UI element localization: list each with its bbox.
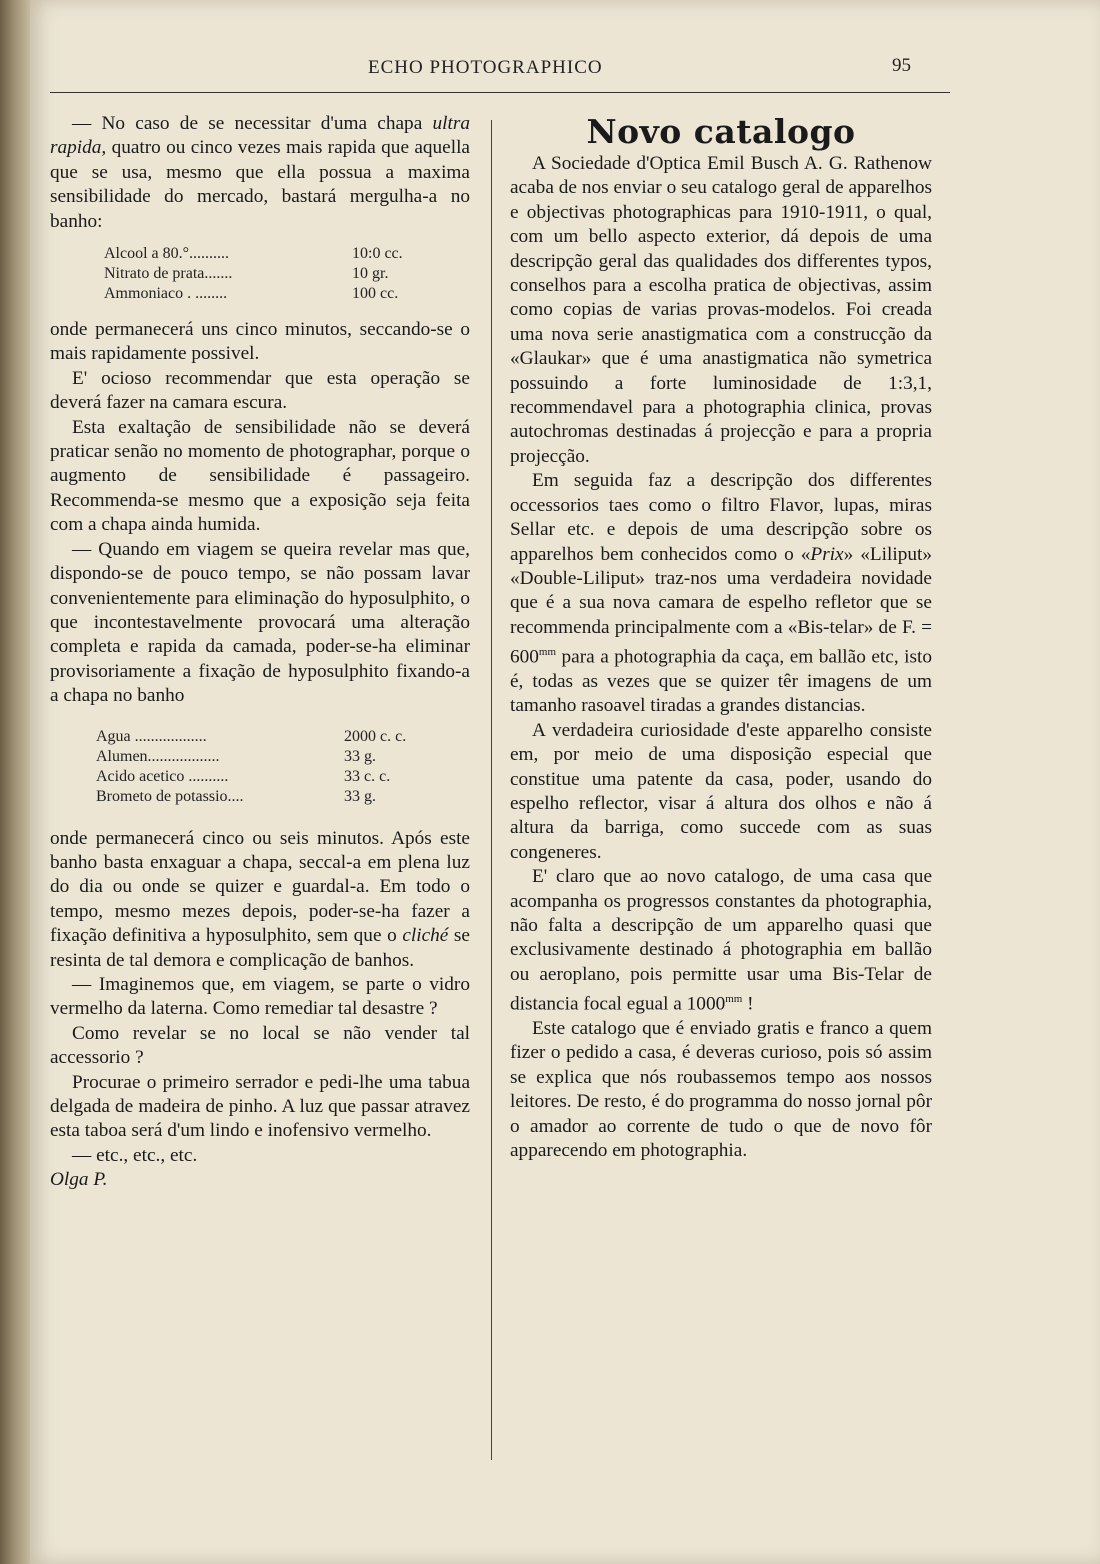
paragraph-catalog-intro: A Sociedade d'Optica Emil Busch A. G. Rathenow acaba de nos enviar o seu catalogo geral de apparelhos e objectivas photographicas para 1910-1911, o qual, com um bello aspecto exterior, dá depois de uma descripção geral das qualidades dos differentes typos, conselhos para a escolha pratica de objectivas, assim como copias de varias provas-modelos. Foi creada uma nova serie anastigmatica com a construcção da «Glaukar» que é uma anastigmatica não symetrica possuindo a forte luminosidade de 1:3,1, recommendavel para a photographia clinica, provas autochromas destinadas á projecção e para a propria projecção. <box>510 153 932 467</box>
paragraph-balloon: E' claro que ao novo catalogo, de uma casa que acompanha os progressos constantes da photographia, não falta a descripção de um apparelho quasi que exclusivamente destinado á photographia em ballão ou aeroplano, pois permitte usar uma Bis-Telar de distancia focal egual a $1000^{mm}$ ! <box>510 866 932 1015</box>
recipe-row: Brometo de potassio.... 33 g. <box>96 787 376 805</box>
paragraph-drying: onde permanecerá uns cinco minutos, seccando-se o mais rapidamente possivel. <box>50 319 470 365</box>
recipe-row: Ammoniaco . ........ 100 cc. <box>104 285 399 303</box>
emphasis-prix: Prix <box>810 543 844 565</box>
recipe-table-fixing <box>96 727 406 807</box>
book-gutter <box>0 0 30 1564</box>
recipe-row: Alumen.................. 33 g. <box>96 747 376 765</box>
recipe-row: Alcool a 80.°.......... 10:0 cc. <box>104 245 403 263</box>
paragraph-rinse: onde permanecerá cinco ou seis minutos. Após este banho basta enxaguar a chapa, seccal-a em plena luz do dia ou onde se quizer e guardal-a. Em todo o tempo, mesmo mezes depois, poder-se-ha fazer a fixação definitiva a hyposulphito, sem que o cliché se resinta de tal demora e complicação de banhos. <box>50 827 470 971</box>
author-signature: Olga P. <box>50 1169 108 1191</box>
running-header <box>30 52 1100 82</box>
article-heading: Novo catalogo <box>586 112 856 151</box>
paragraph-accessory: Como revelar se no local se não vender tal accessorio ? <box>50 1022 470 1069</box>
paragraph-sensitivity: Esta exaltação de sensibilidade não se deverá praticar senão no momento de photographar, porque o augmento de sensibilidade é passageiro. Recommenda-se mesmo que a exposição seja feita com a chapa ainda humida. <box>50 416 470 536</box>
paragraph-etc: — etc., etc., etc. <box>72 1144 198 1166</box>
recipe-table-sensitizing <box>104 244 403 304</box>
unit-mm: mm <box>725 993 743 1006</box>
page-number: 95 <box>892 55 911 76</box>
paragraph-wood-board: Procurae o primeiro serrador e pedi-lhe uma tabua delgada de madeira de pinho. A luz que passar atravez esta taboa será d'um lindo e inofensivo vermelho. <box>50 1071 470 1142</box>
paragraph-free-catalog: Este catalogo que é enviado gratis e franco a quem fizer o pedido a casa, é deveras curioso, pois só assim se explica que nós roubassemos tempo aos nossos leitores. De resto, é do programma do nosso jornal pôr o amador ao corrente de tudo o que de novo fôr apparecendo em photographia. <box>510 1018 932 1162</box>
emphasis-cliche: cliché <box>402 925 449 947</box>
journal-page <box>30 0 1100 1564</box>
left-column <box>50 112 470 1193</box>
paragraph-red-glass: — Imaginemos que, em viagem, se parte o vidro vermelho da laterna. Como remediar tal desastre ? <box>50 973 470 1020</box>
header-rule <box>50 92 950 93</box>
recipe-row: Nitrato de prata....... 10 gr. <box>104 265 389 283</box>
paragraph-darkroom: E' ocioso recommendar que esta operação se deverá fazer na camara escura. <box>50 367 470 414</box>
column-divider <box>491 120 492 1460</box>
recipe-row: Agua .................. 2000 c. c. <box>96 727 407 745</box>
paragraph-ultra-rapid: — No caso de se necessitar d'uma chapa ultra rapida, quatro ou cinco vezes mais rapida que aquella que se usa, mesmo que ella possua a maxima sensibilidade do mercado, bastará mergulha-a no banho: <box>50 113 470 232</box>
paragraph-travel-fixing: — Quando em viagem se queira revelar mas que, dispondo-se de pouco tempo, se não possam lavar convenientemente para eliminação do hyposulphito, o que incontestavelmente provocará uma alteração completa e rapida da camada, poder-se-ha eliminar provisoriamente a fixação de hyposulphito fixando-a a chapa no banho <box>50 538 470 707</box>
recipe-row: Acido acetico .......... 33 c. c. <box>96 767 391 785</box>
paragraph-curiosity: A verdadeira curiosidade d'este apparelho consiste em, por meio de uma disposição especial que constitue uma patente da casa, poder, usando do espelho reflector, visar á altura dos olhos e não á altura da barriga, como succede com as suas congeneres. <box>510 719 932 863</box>
unit-mm: mm <box>538 646 557 659</box>
emphasis-ultra-rapida: ultra rapida, <box>50 113 470 159</box>
journal-title: ECHO PHOTOGRAPHICO <box>368 57 603 78</box>
paragraph-accessories: Em seguida faz a descripção dos differentes occessorios taes como o filtro Flavor, lupas, miras Sellar etc. e depois de uma descripção sobre os apparelhos bem conhecidos como o «Prix» «Liliput» «Double-Liliput» traz-nos uma verdadeira novidade que é a sua nova camara de espelho refletor que se recommenda principalmente com a «Bis-telar» de F. = $600^{mm}$ para a photographia da caça, em ballão etc, isto é, todas as vezes que se quizer têr imagens de um tamanho rasoavel tiradas a grandes distancias. <box>510 470 933 717</box>
right-column <box>510 112 932 1164</box>
